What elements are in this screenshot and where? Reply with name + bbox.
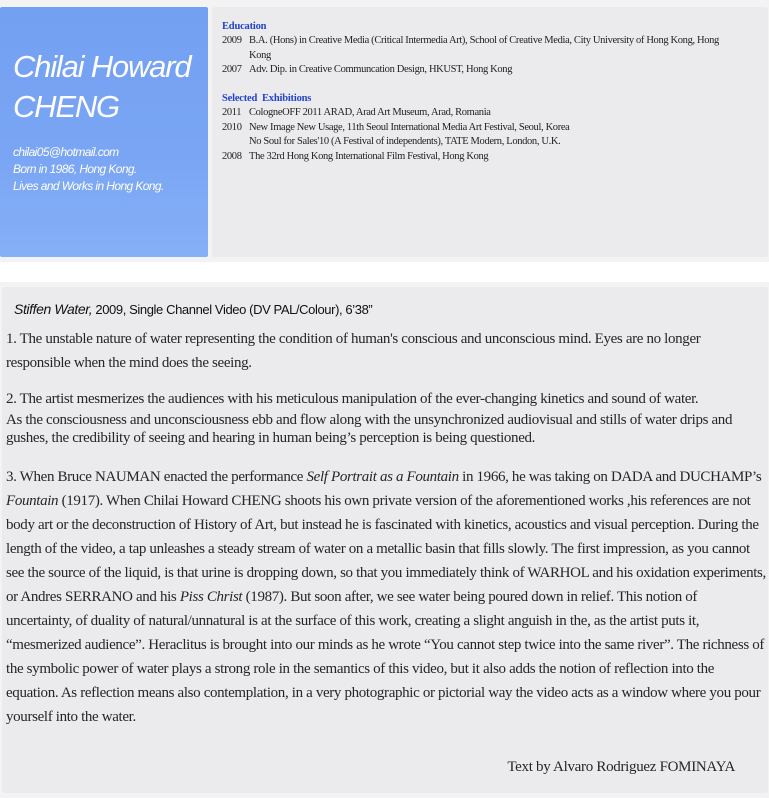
entry-text: CologneOFF 2011 ARAD, Arad Art Museum, Arad, Romania: [249, 107, 491, 118]
entry-text: The 32rd Hong Kong International Film Festival, Hong Kong: [249, 150, 489, 162]
entry-text: New Image New Usage, 11th Seoul International Media Art Festival, Seoul, Korea: [249, 121, 570, 133]
exhibition-entry: [222, 135, 768, 150]
p3-text: 3. When Bruce NAUMAN enacted the performance: [6, 469, 307, 485]
entry-year: 2010: [222, 121, 242, 133]
work-title: [14, 301, 372, 317]
education-entry: [222, 63, 768, 78]
entry-year: [222, 135, 249, 150]
work-title-details: 2009, Single Channel Video (DV PAL/Colour), 6’38”: [92, 302, 373, 317]
education-entry: [222, 34, 768, 63]
paragraph-2-line1: 2. The artist mesmerizes the audiences with his meticulous manipulation of the ever-changing kinetics and sound of water.: [6, 391, 699, 407]
cv-panel: [212, 7, 768, 257]
entry-year: 2008: [222, 150, 242, 162]
artist-lives: Lives and Works in Hong Kong.: [13, 179, 164, 193]
work-title-name: Stiffen Water,: [14, 301, 93, 317]
paragraph-1: 1. The unstable nature of water representing the condition of human's conscious and unconscious mind. Eyes are no longer responsible when the mind does the seeing.: [6, 331, 701, 371]
artist-name-line2: CHENG: [13, 89, 119, 124]
p3-artwork-title: Fountain: [6, 493, 59, 509]
education-section: [222, 21, 768, 78]
entry-text: Adv. Dip. in Creative Communcation Design, HKUST, Hong Kong: [249, 64, 513, 75]
artist-email[interactable]: chilai05@hotmail.com: [13, 145, 119, 159]
entry-year: 2009: [222, 35, 242, 46]
artist-born: Born in 1986, Hong Kong.: [13, 162, 137, 176]
entry-year: 2011: [222, 107, 242, 118]
exhibitions-title: Selected Exhibitions: [222, 93, 312, 104]
exhibition-entry: [222, 106, 768, 121]
artist-contact: [13, 144, 164, 195]
text-credit: Text by Alvaro Rodriguez FOMINAYA: [507, 759, 735, 775]
exhibitions-section: [222, 93, 768, 164]
p3-text: in 1966, he was taking on DADA and DUCHAMP’s: [458, 469, 762, 485]
paragraph-2-rest: As the consciousness and unconsciousness ebb and flow along with the unsynchronized audiovisual and stills of water drips and gushes, the credibility of seeing and hearing in human being’s perception is being questioned.: [6, 412, 733, 446]
p3-artwork-title: Self Portrait as a Fountain: [306, 469, 459, 485]
paragraph-3: [6, 465, 766, 729]
p3-artwork-title: Piss Christ: [179, 589, 243, 605]
artist-name-line1: Chilai Howard: [13, 49, 191, 84]
p3-text: (1917). When Chilai Howard CHENG shoots his own private version of the aforementioned works ,his references are not body art or the deconstruction of History of Art, but instead he is fascinated with kinetics, acoustics and visual perception. During the length of the video, a tap unleashes a steady stream of water on a metallic basin that fills slowly. The first impression, as you cannot see the source of the liquid, is that urine is dropping down, so that you immediately think of WARHOL and his oxidation experiments, or Andres SERRANO and his: [6, 493, 766, 605]
artist-card: [0, 7, 208, 257]
education-title: Education: [222, 21, 267, 32]
entry-text: No Soul for Sales'10 (A Festival of independents), TATE Modern, London, U.K.: [249, 136, 561, 147]
artist-name: [13, 47, 190, 127]
p3-text: (1987). But soon after, we see water being poured down in relief. This notion of uncertainty, of duality of natural/unnatural is at the surface of this work, creating a slight anguish in the, as the artist puts it, “mesmerized audience”. Heraclitus is brought into our minds as he wrote “You cannot step twice into the same river”. The richness of the symbolic power of water plays a strong role in the semantics of this video, but it also adds the notion of reflection into the equation. As reflection means also contemplation, in a very photographic or pictorial way the video acts as a window where you pour yourself into the water.: [6, 589, 765, 725]
entry-text: B.A. (Hons) in Creative Media (Critical Intermedia Art), School of Creative Media, City University of Hong Kong, Hong Kong: [249, 35, 719, 61]
paragraph-2: [6, 387, 766, 447]
entry-year: 2007: [222, 64, 242, 75]
exhibition-entry: [222, 150, 768, 165]
exhibition-entry: [222, 121, 768, 136]
